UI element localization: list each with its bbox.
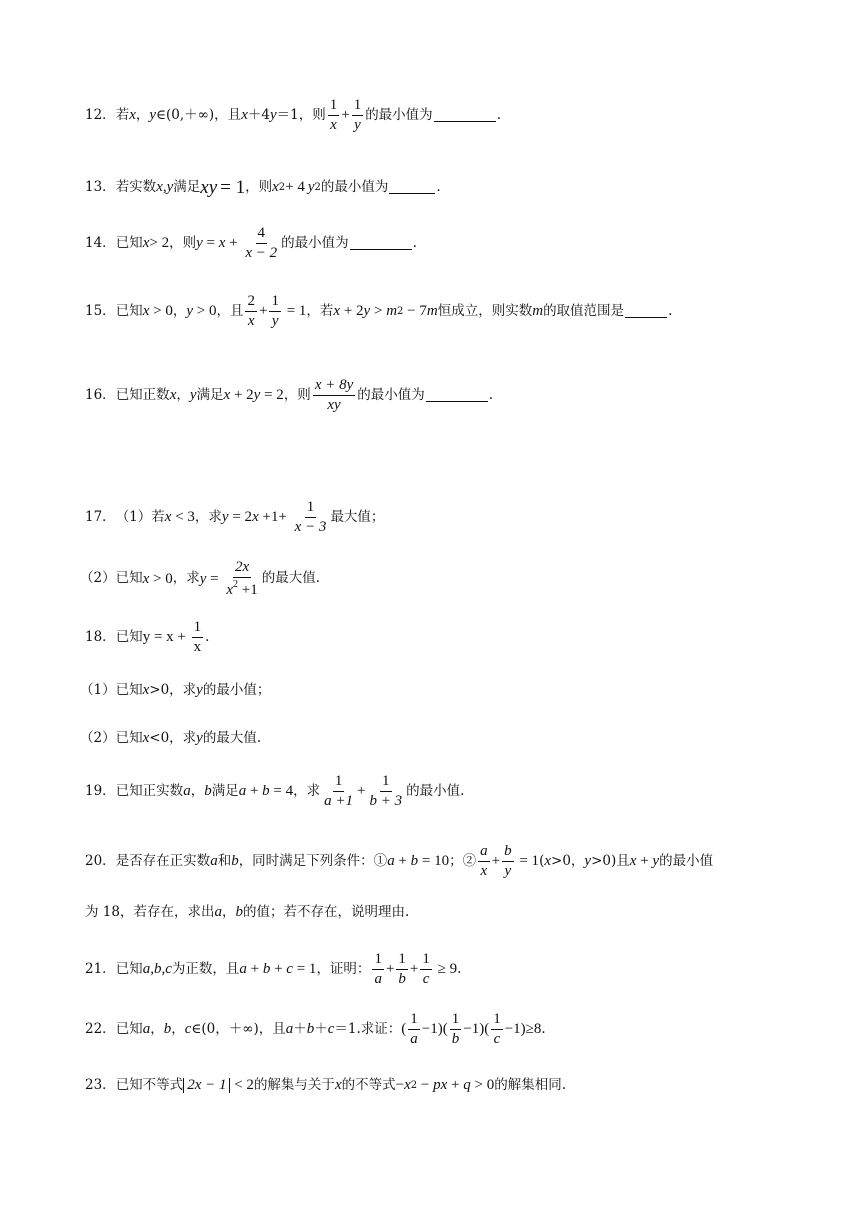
problem-number: 18． (85, 628, 116, 645)
problem-23 (85, 1078, 566, 1093)
text: . (404, 903, 410, 920)
text: 的最大值 (202, 729, 257, 746)
math: y = x + (142, 629, 190, 645)
text: 的最小值为 (320, 178, 389, 195)
answer-blank (389, 181, 435, 194)
math: y (269, 107, 277, 123)
problem-17-part-2 (80, 560, 320, 598)
text: 的最大值 (261, 570, 316, 587)
text: 若实数 (115, 178, 157, 195)
math: < 2 (230, 1077, 254, 1093)
math: x (333, 303, 341, 319)
fraction: $\frac{1}{x}$ (193, 619, 202, 655)
math: y (196, 682, 203, 698)
math: − (417, 1077, 434, 1093)
math: a,b,c (142, 961, 172, 977)
text: （1）已知 (80, 681, 143, 698)
math: x (544, 853, 552, 869)
text: . (412, 234, 417, 251)
math: −1)( (421, 1021, 448, 1037)
text: 的值；若不存在，说明理由 (242, 903, 405, 920)
math: = 1 (515, 853, 540, 869)
math: x (241, 107, 248, 123)
math: b (231, 853, 239, 869)
math: x (142, 235, 150, 251)
math: y (652, 853, 660, 869)
math: = 1 (220, 177, 246, 198)
math: b (235, 904, 243, 920)
text: ＋4 (247, 106, 270, 123)
fraction: $\frac{4}{x - 2}$ (245, 225, 278, 261)
problem-number: 16． (85, 386, 116, 403)
text: 已知正实数 (115, 782, 184, 799)
problem-number: 15． (85, 302, 116, 319)
math-op: + (491, 853, 501, 869)
text: 恒成立，则实数 (437, 302, 533, 319)
fraction: $\frac{1}{x}$ (329, 97, 338, 133)
math: > (370, 303, 387, 319)
exponent: 2 (314, 181, 321, 193)
text: >0， (551, 852, 585, 869)
absolute-value: 2x − 1 (183, 1078, 230, 1093)
math: q (463, 1077, 471, 1093)
exponent: 2 (397, 305, 404, 317)
text: 的解集相同 (494, 1076, 562, 1093)
text: ，求 (293, 782, 321, 799)
text: 和 (217, 852, 232, 869)
text: ，则 (169, 234, 197, 251)
text: 满足 (211, 782, 239, 799)
text: ＋ (314, 1020, 328, 1037)
math: m (386, 303, 398, 319)
math: > 0 (149, 570, 173, 587)
math: = 2 (260, 387, 284, 403)
problem-number: 23． (85, 1076, 116, 1093)
math: > 0 (149, 303, 173, 319)
math-op: + (409, 961, 419, 977)
math: = (202, 235, 219, 251)
text: . (436, 178, 441, 195)
math: a (210, 853, 218, 869)
math: x,y (156, 179, 174, 195)
math: c (286, 961, 293, 977)
problem-number: 20． (85, 852, 116, 869)
problem-number: 12． (85, 106, 116, 123)
text: 的不等式 (341, 1076, 396, 1093)
math: + (246, 783, 263, 799)
math: b (163, 1021, 172, 1037)
problem-18-part-1 (80, 683, 270, 698)
math: x (164, 509, 172, 525)
fraction: $\frac{1}{a}$ (374, 951, 382, 987)
text: ( (539, 852, 545, 869)
math: y (149, 107, 157, 123)
math: b (262, 961, 271, 977)
fraction: $\frac{1}{c}$ (422, 951, 430, 987)
problem-19 (85, 774, 464, 809)
text: 的最小值 (659, 852, 714, 869)
math: − 7 (403, 303, 427, 319)
fraction: $\frac{1}{b}$ (398, 951, 406, 987)
text: 的最小值为 (365, 106, 433, 123)
math: + (246, 961, 263, 977)
text: （2）已知 (80, 570, 143, 587)
text: ，证明： (316, 960, 371, 977)
math: + (270, 961, 287, 977)
text: . (541, 1020, 546, 1037)
math: xy (200, 177, 218, 198)
text: ， (221, 903, 236, 920)
text: 已知 (115, 234, 143, 251)
problem-21 (85, 952, 461, 987)
math: c (184, 1021, 192, 1037)
math: x (142, 682, 150, 698)
math: ( (401, 1021, 407, 1037)
math: y (196, 235, 203, 251)
problem-20 (85, 844, 713, 879)
text: ， (172, 302, 187, 319)
text: 的最小值为 (281, 234, 349, 251)
text: 若 (115, 106, 130, 123)
text: 已知 (115, 960, 143, 977)
text: 为 18，若存在，求出 (85, 903, 215, 920)
math-op: + (258, 303, 268, 319)
math: y (253, 387, 261, 403)
problem-20-continued (85, 905, 409, 920)
math: x (629, 853, 637, 869)
text: ＝1.求证： (334, 1020, 402, 1037)
text: ，求 (172, 570, 200, 587)
text: . (561, 1076, 566, 1093)
text: ， (135, 106, 150, 123)
text: ∈(0，＋∞)，且 (191, 1020, 286, 1037)
math: = 4 (269, 783, 294, 799)
math: −1) (504, 1021, 526, 1037)
fraction: $\frac{1}{c}$ (493, 1011, 501, 1047)
text: ，求 (194, 508, 222, 525)
math: > 2 (149, 235, 170, 251)
problem-22 (85, 1012, 546, 1047)
math: x (252, 509, 259, 525)
text: . (457, 960, 462, 977)
math: b (306, 1021, 315, 1037)
text: 已知 (115, 1020, 143, 1037)
text: . (315, 570, 321, 587)
text: ， (190, 782, 205, 799)
fraction: $\frac{1}{a +1}$ (324, 773, 353, 809)
math: a (142, 1021, 151, 1037)
text: ，则 (283, 386, 311, 403)
fraction: $\frac{1}{y}$ (271, 293, 279, 329)
text: ， (150, 1020, 164, 1037)
math: ≥ 9 (433, 961, 458, 977)
problem-16 (85, 378, 493, 413)
text: 已知正数 (115, 386, 170, 403)
math: + (447, 1077, 464, 1093)
math: px (433, 1077, 448, 1093)
text: <0，求 (149, 729, 197, 746)
fraction: $\frac{x + 8y}{xy}$ (314, 377, 354, 413)
exponent: 2 (278, 181, 286, 193)
problem-18-part-2 (80, 731, 261, 746)
text: ＋ (293, 1020, 307, 1037)
math: > 0 (470, 1077, 495, 1093)
math: a (387, 853, 395, 869)
text: 为正数，且 (171, 960, 240, 977)
math: b (262, 783, 270, 799)
math: x (404, 1077, 411, 1093)
math: > 0 (193, 303, 217, 319)
math: a (238, 783, 247, 799)
text: . (256, 729, 262, 746)
math-op: + (385, 961, 395, 977)
math: a (183, 783, 191, 799)
text: 已知 (115, 628, 143, 645)
math: = 10 (418, 853, 450, 869)
text: 的最小值； (202, 681, 271, 698)
problem-14 (85, 226, 417, 261)
math: y (199, 570, 207, 587)
problem-number: 19． (85, 782, 116, 799)
math: y (186, 303, 193, 319)
fraction: $\frac{a}{x}$ (480, 843, 488, 879)
math: m (426, 303, 438, 319)
problem-18 (85, 620, 209, 655)
math-op: + (357, 783, 366, 799)
text: 的最小值为 (357, 386, 425, 403)
math: + 4 (285, 179, 305, 195)
problem-number: 14． (85, 234, 116, 251)
problem-12 (85, 98, 501, 133)
text: >0)且 (591, 852, 630, 869)
text: 的解集与关于 (253, 1076, 335, 1093)
math: y (363, 303, 371, 319)
text: 已知 (115, 302, 143, 319)
problem-15 (85, 294, 672, 329)
text: . (496, 106, 501, 123)
text: ∈(0,＋∞)，且 (156, 106, 242, 123)
text: （1）若 (115, 508, 165, 525)
answer-blank (625, 305, 667, 318)
math: + (225, 235, 242, 251)
math: = 1 (292, 961, 317, 977)
math: = 1 (282, 303, 307, 319)
math: < 3 (171, 509, 195, 525)
text: ，且 (216, 302, 244, 319)
math: b (410, 853, 419, 869)
math: a (285, 1021, 294, 1037)
math: x (142, 570, 150, 587)
fraction: $\frac{1}{y}$ (353, 97, 362, 133)
math: + (394, 853, 411, 869)
answer-blank (434, 109, 496, 122)
math: c (327, 1021, 335, 1037)
math: + (636, 853, 653, 869)
text: >0，求 (149, 681, 197, 698)
text: ， (171, 1020, 185, 1037)
text: （2）已知 (80, 729, 143, 746)
exponent: 2 (410, 1079, 418, 1091)
text: . (460, 782, 465, 799)
text: . (488, 386, 494, 403)
math: y (196, 730, 203, 746)
math: + 2 (340, 303, 364, 319)
text: ；② (449, 852, 477, 869)
fraction: $\frac{2}{x}$ (247, 293, 255, 329)
text: 满足 (196, 386, 224, 403)
problem-17-part-1 (85, 500, 384, 535)
problem-13 (85, 178, 441, 197)
fraction: $\frac{1}{a}$ (410, 1011, 418, 1047)
math: x (129, 107, 136, 123)
math: −1)( (463, 1021, 490, 1037)
math: x (223, 387, 231, 403)
math: ≥8 (525, 1021, 542, 1037)
fraction: $\frac{1}{b + 3}$ (369, 773, 403, 809)
answer-blank (350, 237, 412, 250)
math: y (221, 509, 229, 525)
math: a (214, 904, 222, 920)
text: 的取值范围是 (543, 302, 625, 319)
text: ，则 (245, 178, 273, 195)
fraction: $\frac{b}{y}$ (504, 843, 512, 879)
text: 满足 (173, 178, 201, 195)
math: m (532, 303, 544, 319)
text: 是否存在正实数 (115, 852, 211, 869)
text: 的最小值 (406, 782, 461, 799)
math-op: + (341, 107, 350, 123)
math: − (395, 1077, 405, 1093)
math: + 2 (230, 387, 254, 403)
text: . (668, 302, 673, 319)
text: ， (176, 386, 190, 403)
problem-number: 21． (85, 960, 116, 977)
math: x (218, 235, 226, 251)
answer-blank (426, 389, 488, 402)
math: y (189, 387, 197, 403)
math: x (169, 387, 177, 403)
math: = (206, 570, 223, 587)
math: a (239, 961, 247, 977)
math: = 2 (228, 509, 253, 525)
text: ＝1，则 (276, 106, 326, 123)
problem-number: 13． (85, 178, 116, 195)
math: x (272, 179, 279, 195)
math: +1+ (258, 509, 291, 525)
math: b (204, 783, 212, 799)
text: . (205, 628, 210, 645)
math: x (334, 1077, 342, 1093)
math: x (142, 303, 150, 319)
fraction: $\frac{1}{x - 3}$ (294, 499, 327, 535)
math: y (307, 179, 315, 195)
text: 最大值； (330, 508, 385, 525)
math: x (142, 730, 150, 746)
fraction: $\frac{2x}{x^2 +1}$ (226, 559, 258, 598)
math: y (584, 853, 592, 869)
problem-number: 22． (85, 1020, 116, 1037)
text: 已知不等式 (115, 1076, 184, 1093)
fraction: $\frac{1}{b}$ (451, 1011, 460, 1047)
text: ，若 (306, 302, 334, 319)
problem-number: 17． (85, 508, 116, 525)
text: ，同时满足下列条件：① (238, 852, 388, 869)
